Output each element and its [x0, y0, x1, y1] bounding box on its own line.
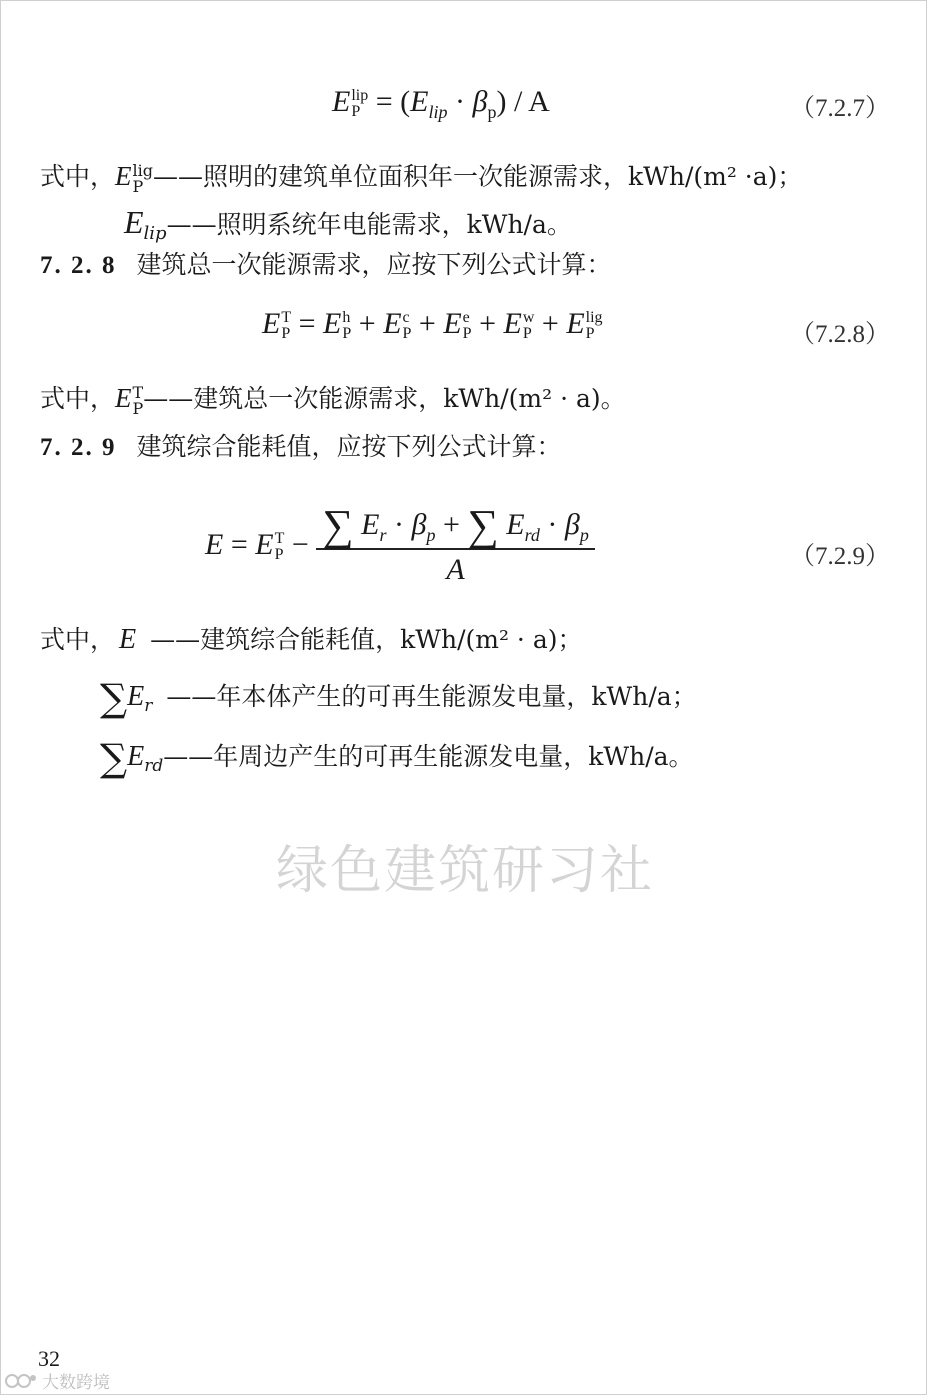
equation-number-7-2-8: （7.2.8）: [790, 321, 891, 348]
equation-number-7-2-9: （7.2.9）: [790, 543, 891, 570]
equation-7-2-8: E T P = E h P + E c P + E e P + E w P + E lig P: [262, 307, 603, 343]
where-line-Erd: $\sum E_{rd}——$年周边产生的可再生能源发电量，kWh/a。: [100, 736, 694, 780]
where-line-lig: 式中，E lig P ——照明的建筑单位面积年一次能源需求，kWh/(m² ·a)；: [40, 160, 803, 196]
section-7-2-9: 7. 2. 9 建筑综合能耗值，应按下列公式计算：: [40, 432, 562, 461]
where-line-E: 式中， E ——建筑综合能耗值，kWh/(m² · a)；: [40, 624, 583, 655]
corner-logo: 大数跨境: [4, 1368, 110, 1393]
equation-number-7-2-7: （7.2.7）: [790, 95, 891, 122]
equation-7-2-7: E lip P = $(E_{lip} \cdot \beta_p) / A$: [332, 85, 550, 122]
section-7-2-8: 7. 2. 8 建筑总一次能源需求，应按下列公式计算：: [40, 250, 612, 279]
where-line-lip: $E_{lip}——$照明系统年电能需求，kWh/a。: [124, 204, 572, 244]
fraction: ∑ $E_r \cdot \beta_p$ + ∑ $E_{rd} \cdot \beta_p$ A: [316, 506, 595, 588]
where-line-Er: $\sum E_r$ ——年本体产生的可再生能源发电量，kWh/a；: [100, 676, 697, 720]
logo-mark-icon: [4, 1372, 38, 1390]
equation-7-2-9: E = E T P − ∑ $E_r \cdot \beta_p$ + ∑ $E_{rd} \cdot \beta_p$ A: [205, 506, 595, 588]
watermark: 绿色建筑研习社: [276, 841, 655, 901]
where-line-total: 式中，E T P ——建筑总一次能源需求，kWh/(m² · a)。: [40, 382, 626, 418]
page-number: 32: [38, 1346, 60, 1371]
